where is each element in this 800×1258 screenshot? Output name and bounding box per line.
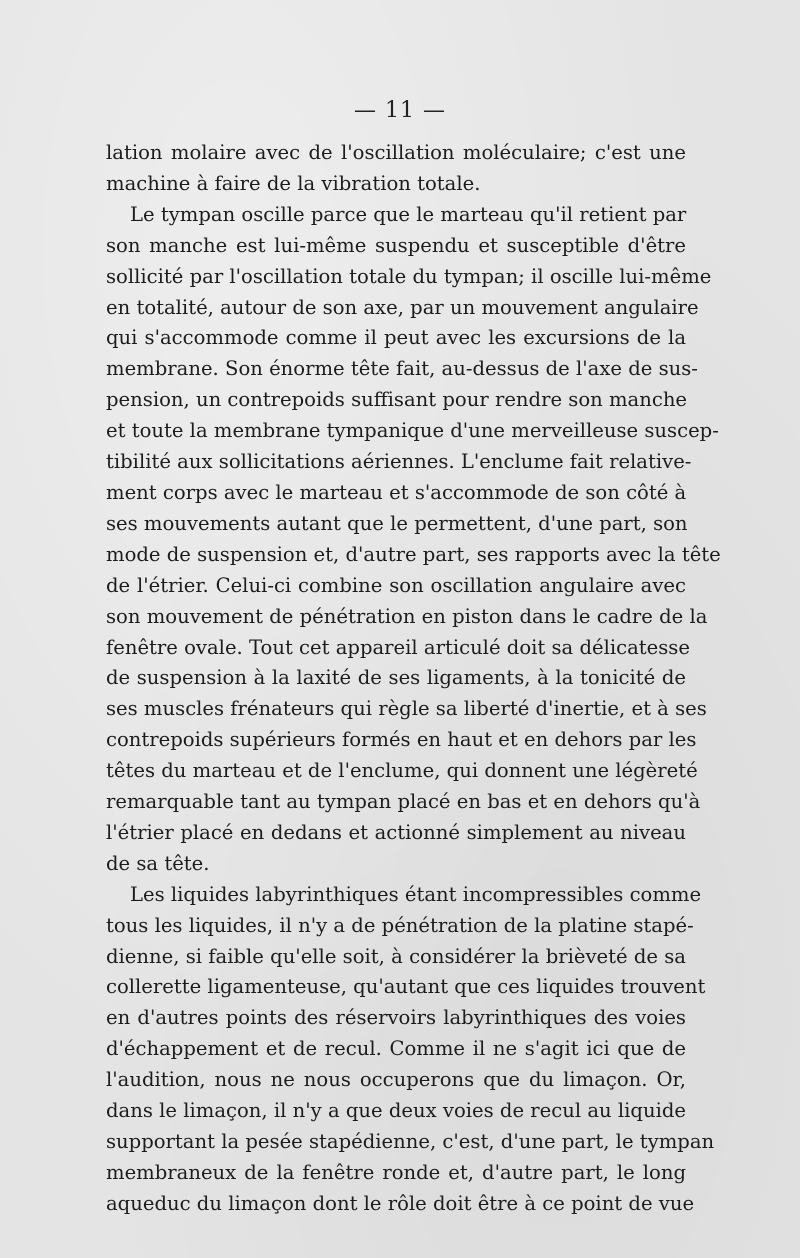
text-line: pension, un contrepoids suffisant pour rendre son manche	[106, 388, 688, 412]
text-line: machine à faire de la vibration totale.	[106, 171, 481, 195]
text-line: en totalité, autour de son axe, par un mouvement angulaire	[106, 295, 699, 319]
text-line: son mouvement de pénétration en piston dans le cadre de la	[106, 604, 708, 628]
text-line: et toute la membrane tympanique d'une merveilleuse suscep-	[106, 419, 719, 443]
text-line: contrepoids supérieurs formés en haut et en dehors par les	[106, 728, 697, 752]
text-line: collerette ligamenteuse, qu'autant que ces liquides trouvent	[106, 975, 706, 999]
text-line: dienne, si faible qu'elle soit, à considérer la brièveté de sa	[106, 944, 686, 968]
text-line: supportant la pesée stapédienne, c'est, d'une part, le tympan	[106, 1130, 715, 1153]
paragraph-3	[106, 880, 715, 1220]
text-line: son manche est lui-même suspendu et susceptible d'être	[106, 233, 686, 257]
text-line: têtes du marteau et de l'enclume, qui donnent une légèreté	[106, 759, 698, 783]
text-line: tibilité aux sollicitations aériennes. L'enclume fait relative-	[106, 450, 692, 474]
paragraph-1	[106, 138, 686, 200]
text-line: Le tympan oscille parce que le marteau qu'il retient par	[130, 202, 687, 226]
text-line: l'étrier placé en dedans et actionné simplement au niveau	[106, 820, 686, 844]
text-line: d'échappement et de recul. Comme il ne s'agit ici que de	[106, 1037, 686, 1061]
text-line: ses muscles frénateurs qui règle sa liberté d'inertie, et à ses	[106, 697, 707, 721]
text-line: l'audition, nous ne nous occuperons que du limaçon. Or,	[106, 1068, 686, 1092]
text-line: de l'étrier. Celui-ci combine son oscillation angulaire avec	[106, 573, 686, 597]
text-line: tous les liquides, il n'y a de pénétration de la platine stapé-	[106, 913, 694, 937]
text-line: fenêtre ovale. Tout cet appareil articulé doit sa délicatesse	[106, 635, 690, 659]
text-line: mode de suspension et, d'autre part, ses rapports avec la tête	[106, 542, 721, 566]
page-number: — 11 —	[354, 98, 446, 123]
text-line: de sa tête.	[106, 851, 210, 875]
text-line: aqueduc du limaçon dont le rôle doit être à ce point de vue	[106, 1191, 695, 1215]
paragraph-2	[106, 200, 721, 880]
text-line: membraneux de la fenêtre ronde et, d'autre part, le long	[106, 1160, 686, 1184]
text-line: de suspension à la laxité de ses ligaments, à la tonicité de	[106, 666, 686, 690]
text-line: en d'autres points des réservoirs labyrinthiques des voies	[106, 1006, 686, 1030]
text-line: ment corps avec le marteau et s'accommode de son côté à	[106, 480, 687, 504]
text-line: membrane. Son énorme tête fait, au-dessus de l'axe de sus-	[106, 357, 698, 381]
text-body	[106, 138, 721, 1220]
text-line: remarquable tant au tympan placé en bas et en dehors qu'à	[106, 790, 701, 814]
text-line: Les liquides labyrinthiques étant incompressibles comme	[130, 882, 702, 906]
text-line: ses mouvements autant que le permettent, d'une part, son	[106, 511, 688, 535]
text-line: lation molaire avec de l'oscillation moléculaire; c'est une	[106, 141, 686, 164]
text-line: sollicité par l'oscillation totale du tympan; il oscille lui-même	[106, 264, 712, 288]
text-line: dans le limaçon, il n'y a que deux voies de recul au liquide	[106, 1099, 686, 1123]
text-line: qui s'accommode comme il peut avec les excursions de la	[106, 326, 686, 350]
